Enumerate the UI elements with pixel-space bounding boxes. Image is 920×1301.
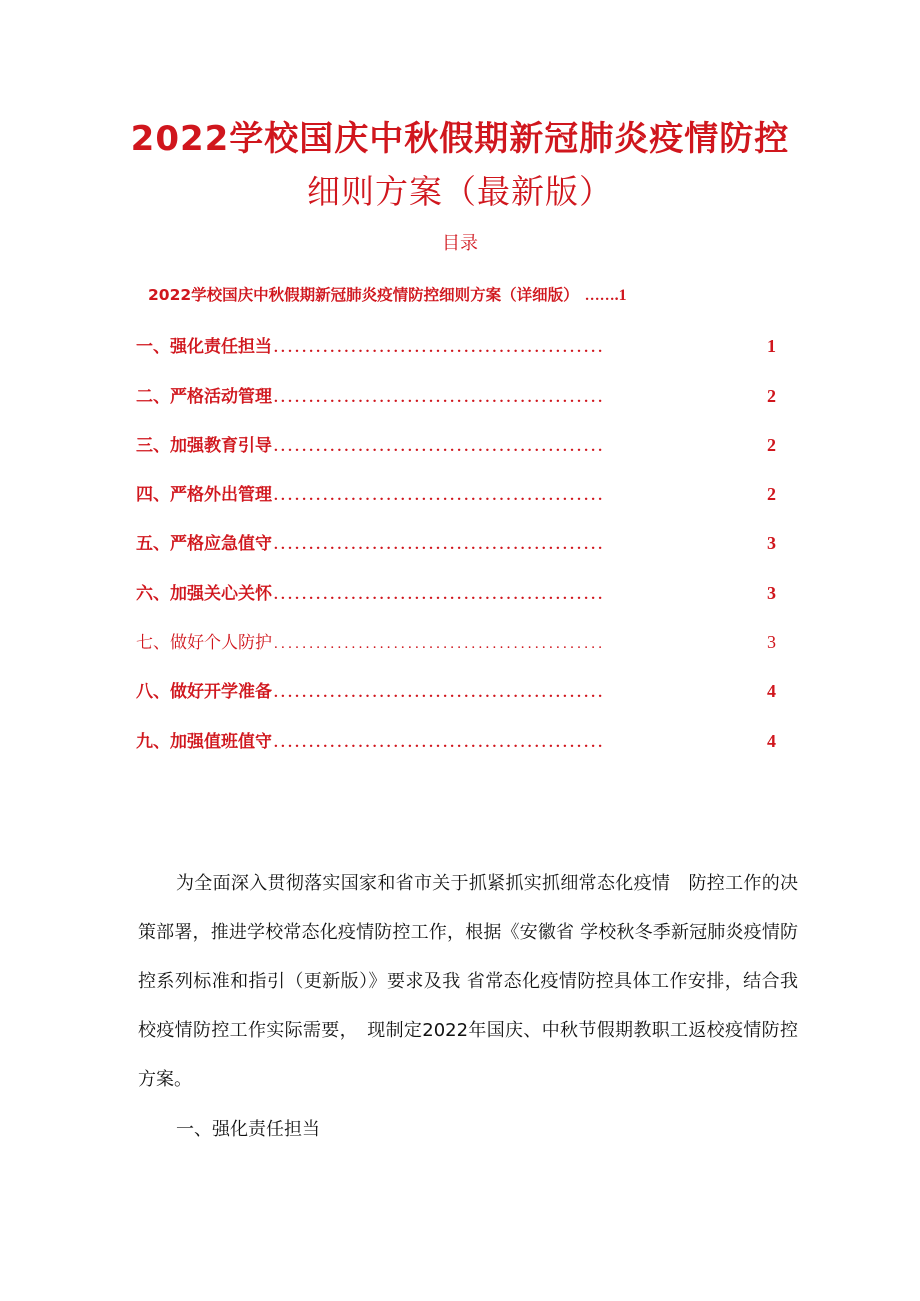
toc-entry-section-9[interactable] xyxy=(136,727,776,776)
intro-paragraph: 为全面深入贯彻落实国家和省市关于抓紧抓实抓细常态化疫情 防控工作的决策部署，推进学校常态化疫情防控工作，根据《安徽省 学校秋冬季新冠肺炎疫情防控系列标准和指引（更新版）》要求及我 省常态化疫情防控具体工作安排，结合我校疫情防控工作实际需要， 现制定2022年国庆、中秋节假期教职工返校疫情防控方案。 xyxy=(138,873,798,1090)
toc-entry-leader: ............................................... xyxy=(274,488,606,505)
toc-entry-section-7[interactable] xyxy=(136,628,776,677)
toc-entry-label: 四、严格外出管理 xyxy=(136,485,272,506)
toc-entry-page: 2 xyxy=(767,385,776,406)
toc-entry-page: .1 xyxy=(614,287,627,304)
toc-entry-section-8[interactable] xyxy=(136,677,776,726)
toc-entry-label: 五、严格应急值守 xyxy=(136,534,272,555)
toc-entry-page: 3 xyxy=(767,533,776,554)
document-title-line-2: 细则方案（最新版） xyxy=(307,172,613,211)
toc-entry-page: 4 xyxy=(767,681,776,702)
toc-entry-leader: ............................................... xyxy=(274,734,606,751)
document-title-line-1: 2022学校国庆中秋假期新冠肺炎疫情防控 xyxy=(130,119,790,159)
toc-entry-section-2[interactable] xyxy=(136,382,776,431)
toc-entry-page: 3 xyxy=(767,632,776,653)
toc-entry-page: 1 xyxy=(767,336,776,357)
toc-entry-label: 七、做好个人防护 xyxy=(136,633,272,654)
toc-entry-leader: ............................................... xyxy=(274,438,606,455)
toc-entry-leader: …… xyxy=(584,288,615,304)
toc-heading: 目录 xyxy=(442,233,478,254)
toc-entry-leader: ............................................... xyxy=(274,636,606,653)
toc-entry-section-5[interactable] xyxy=(136,529,776,578)
toc-entry-section-3[interactable] xyxy=(136,431,776,480)
toc-entry-leader: ............................................... xyxy=(274,340,606,357)
section-heading-1: 一、强化责任担当 xyxy=(176,1119,320,1140)
toc-entry-page: 2 xyxy=(767,434,776,455)
toc-entry-page: 3 xyxy=(767,582,776,603)
toc-entry-label: 二、严格活动管理 xyxy=(136,386,272,407)
toc-entry-label: 一、强化责任担当 xyxy=(136,337,272,358)
toc-entry-section-4[interactable] xyxy=(136,480,776,529)
toc-entry-leader: ............................................... xyxy=(274,685,606,702)
toc-entry-leader: ............................................... xyxy=(274,389,606,406)
toc-entry-label: 六、加强关心关怀 xyxy=(136,583,272,604)
toc-entry-leader: ............................................... xyxy=(274,537,606,554)
toc-entry-section-1[interactable] xyxy=(136,332,776,381)
toc-entry-label: 三、加强教育引导 xyxy=(136,435,272,456)
toc-entry-section-6[interactable] xyxy=(136,579,776,628)
toc-entry-page: 2 xyxy=(767,484,776,505)
table-of-contents xyxy=(136,283,776,776)
toc-entry-label: 九、加强值班值守 xyxy=(136,731,272,752)
toc-entry-label: 八、做好开学准备 xyxy=(136,682,272,703)
toc-entry-leader: ............................................... xyxy=(274,586,606,603)
toc-entry-main[interactable] xyxy=(136,283,776,332)
toc-entry-page: 4 xyxy=(767,730,776,751)
toc-entry-label: 2022学校国庆中秋假期新冠肺炎疫情防控细则方案（详细版） xyxy=(148,286,579,304)
